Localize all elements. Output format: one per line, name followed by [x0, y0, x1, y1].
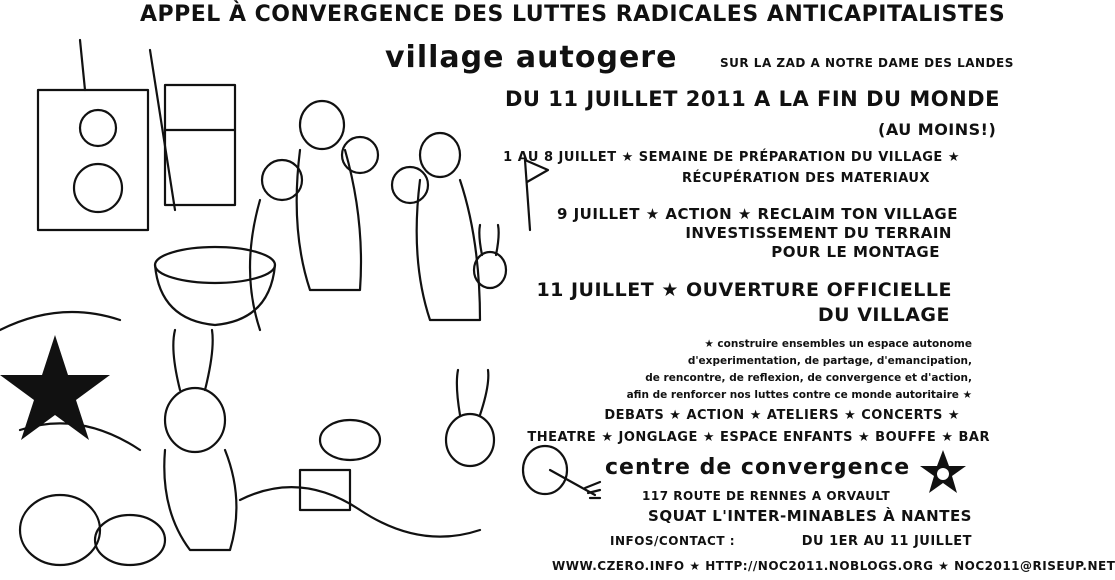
rabbit-figure — [165, 388, 225, 452]
schedule-opening-line2: DU VILLAGE — [817, 304, 950, 326]
description-line4: afin de renforcer nos luttes contre ce monde autoritaire ★ — [626, 389, 972, 401]
star-logo — [918, 448, 968, 498]
schedule-action-line3: POUR LE MONTAGE — [771, 243, 940, 261]
headline: APPEL À CONVERGENCE DES LUTTES RADICALES ANTICAPITALISTES — [140, 2, 1006, 27]
schedule-prep-line1: 1 AU 8 JUILLET ★ SEMAINE DE PRÉPARATION DU VILLAGE ★ — [503, 150, 960, 165]
schedule-prep-line2: RÉCUPÉRATION DES MATERIAUX — [681, 171, 930, 186]
schedule-action-line1: 9 JUILLET ★ ACTION ★ RECLAIM TON VILLAGE — [556, 205, 958, 223]
schedule-opening-line1: 11 JUILLET ★ OUVERTURE OFFICIELLE — [536, 279, 952, 301]
page-title: village autogere — [385, 40, 678, 75]
activities-line1: DEBATS ★ ACTION ★ ATELIERS ★ CONCERTS ★ — [604, 408, 960, 423]
fridge — [165, 85, 235, 205]
description-line3: de rencontre, de reflexion, de convergence et d'action, — [645, 372, 972, 384]
convergence-address: 117 ROUTE DE RENNES A ORVAULT — [642, 489, 891, 503]
description-line2: d'experimentation, de partage, d'emancipation, — [687, 355, 972, 367]
subtitle: SUR LA ZAD A NOTRE DAME DES LANDES — [720, 56, 1014, 70]
cooking-pot — [155, 247, 275, 283]
schedule-action-line2: INVESTISSEMENT DU TERRAIN — [685, 224, 952, 242]
event-dates: DU 11 JUILLET 2011 A LA FIN DU MONDE — [505, 87, 1000, 111]
contact-links: WWW.CZERO.INFO ★ HTTP://NOC2011.NOBLOGS.ORG ★ NOC2011@RISEUP.NET — [552, 559, 1115, 573]
squat-name: SQUAT L'INTER-MINABLES À NANTES — [648, 507, 972, 525]
activities-line2: THEATRE ★ JONGLAGE ★ ESPACE ENFANTS ★ BOUFFE ★ BAR — [527, 430, 990, 445]
convergence-period: DU 1ER AU 11 JUILLET — [801, 534, 972, 549]
crowd-illustration — [0, 30, 600, 580]
infos-contact-label: INFOS/CONTACT : — [610, 534, 735, 548]
au-moins-note: (AU MOINS!) — [878, 120, 997, 139]
convergence-center-title: centre de convergence — [605, 455, 911, 480]
description-line1: ★ construire ensembles un espace autonome — [704, 338, 972, 350]
